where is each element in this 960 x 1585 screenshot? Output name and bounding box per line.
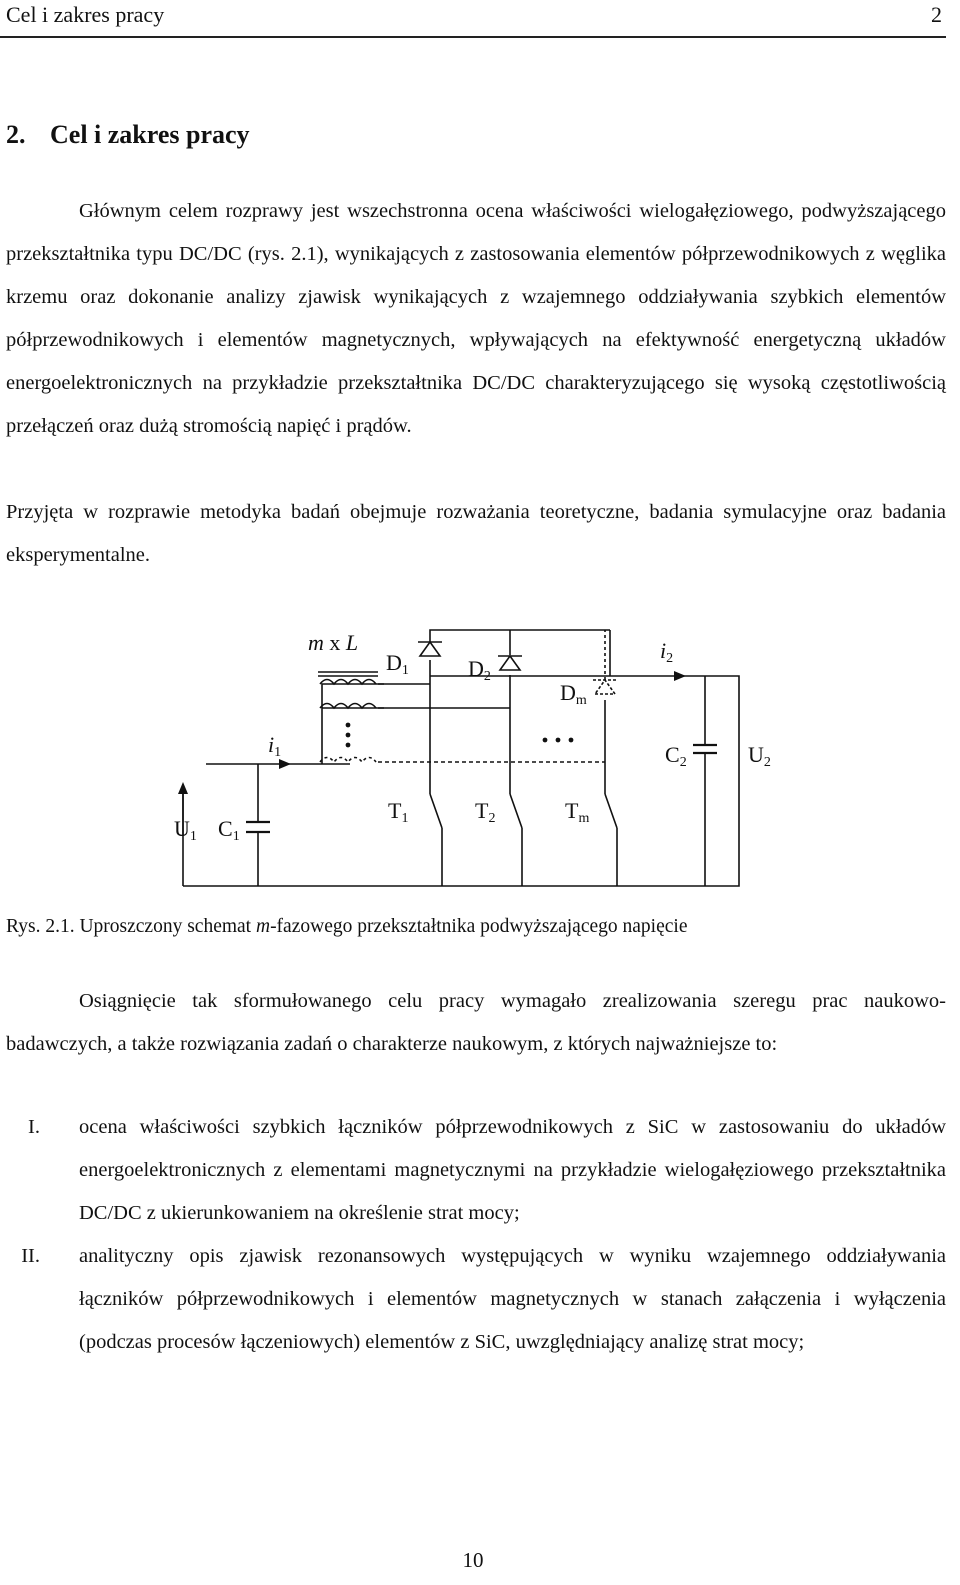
c2-plates — [693, 745, 717, 753]
diode-d1-symbol — [420, 642, 440, 656]
label-mxl: m x L — [308, 630, 359, 655]
figure-caption — [6, 916, 906, 938]
label-i2: i2 — [660, 638, 674, 666]
paragraph-goal: Głównym celem rozprawy jest wszechstronna ocena właściwości wielogałęziowego, podwyższającego przekształtnika typu DC/DC (rys. 2.1), wynikających z zastosowania elementów półprzewodnikowych z węglika krzemu oraz dokonanie analizy zjawisk wynikających z wzajemnego oddziaływania szybkich elementów półprzewodnikowych i elementów magnetycznych, wpływających na efektywność energetyczną układów energoelektronicznych na przykładzie przekształtnika DC/DC charakteryzującego się wysoką częstotliwością przełączeń oraz dużą stromością napięć i prądów. — [6, 200, 946, 437]
label-c1: C1 — [218, 816, 240, 844]
list-marker: II. — [21, 1245, 40, 1267]
inductor-left-feed — [322, 684, 384, 764]
running-header — [0, 0, 946, 38]
label-dm: Dm — [560, 680, 587, 708]
label-u1: U1 — [174, 816, 197, 844]
i2-arrowhead — [674, 671, 686, 681]
label-c2: C2 — [665, 742, 687, 770]
circuit-schematic — [150, 590, 800, 900]
phase-dot — [556, 738, 561, 743]
u1-arrowhead — [178, 782, 188, 794]
header-title: Cel i zakres pracy — [6, 2, 165, 27]
paragraph-methodology: Przyjęta w rozprawie metodyka badań obejmuje rozważania teoretyczne, badania symulacyjne oraz badania eksperymentalne. — [6, 501, 946, 566]
phase-dot — [346, 733, 351, 738]
phase1-wire — [378, 660, 430, 794]
label-i1: i1 — [268, 732, 282, 760]
phase-dot — [543, 738, 548, 743]
caption-suffix: -fazowego przekształtnika podwyższającego napięcie — [270, 916, 688, 937]
diode-dm-symbol — [595, 680, 615, 694]
section-number: 2. — [6, 120, 26, 149]
section-title — [6, 120, 706, 150]
list-item-text: analityczny opis zjawisk rezonansowych występujących w wyniku wzajemnego oddziaływania łączników półprzewodnikowych i elementów magnetycznych w stanach załączenia i wyłączenia (podczas procesów łączeniowych) elementów z SiC, uwzględniający analizę strat mocy; — [79, 1245, 946, 1353]
section-title-text: Cel i zakres pracy — [50, 120, 250, 149]
c1-plates — [246, 822, 270, 832]
core-lines — [318, 672, 378, 676]
label-d1: D1 — [386, 650, 409, 678]
circuit-svg — [150, 590, 800, 900]
task-list — [6, 1106, 946, 1364]
switch-tm — [605, 794, 617, 886]
label-u2: U2 — [748, 742, 771, 770]
paragraph-tasks-intro: Osiągnięcie tak sformułowanego celu pracy wymagało zrealizowania szeregu prac naukowo-badawczych, a także rozwiązania zadań o charakterze naukowym, z których najważniejsze to: — [6, 990, 946, 1055]
phase2-wire — [378, 675, 510, 794]
phase-dot — [346, 743, 351, 748]
header-chapter-number: 2 — [931, 2, 942, 27]
caption-em: m — [255, 916, 271, 937]
phase-dot — [346, 723, 351, 728]
list-marker: I. — [28, 1116, 40, 1138]
page-number: 10 — [462, 1548, 484, 1572]
switch-t1 — [430, 794, 442, 886]
i1-arrowhead — [279, 759, 291, 769]
label-t2: T2 — [475, 798, 496, 826]
label-t1: T1 — [388, 798, 409, 826]
switch-t2 — [510, 794, 522, 886]
phase-dot — [569, 738, 574, 743]
list-item — [6, 1235, 946, 1364]
coil-m — [320, 758, 376, 763]
caption-prefix: Rys. 2.1. Uproszczony schemat — [6, 916, 256, 937]
list-item-text: ocena właściwości szybkich łączników półprzewodnikowych z SiC w zastosowaniu do układów energoelektronicznych z elementami magnetycznymi na przykładzie wielogałęziowego przekształtnika DC/DC z ukierunkowaniem na określenie strat mocy; — [79, 1116, 946, 1224]
diode-d2-symbol — [500, 656, 520, 670]
list-item — [6, 1106, 946, 1235]
label-d2: D2 — [468, 656, 491, 684]
diode-d1-top — [430, 630, 610, 642]
label-tm: Tm — [565, 798, 590, 826]
